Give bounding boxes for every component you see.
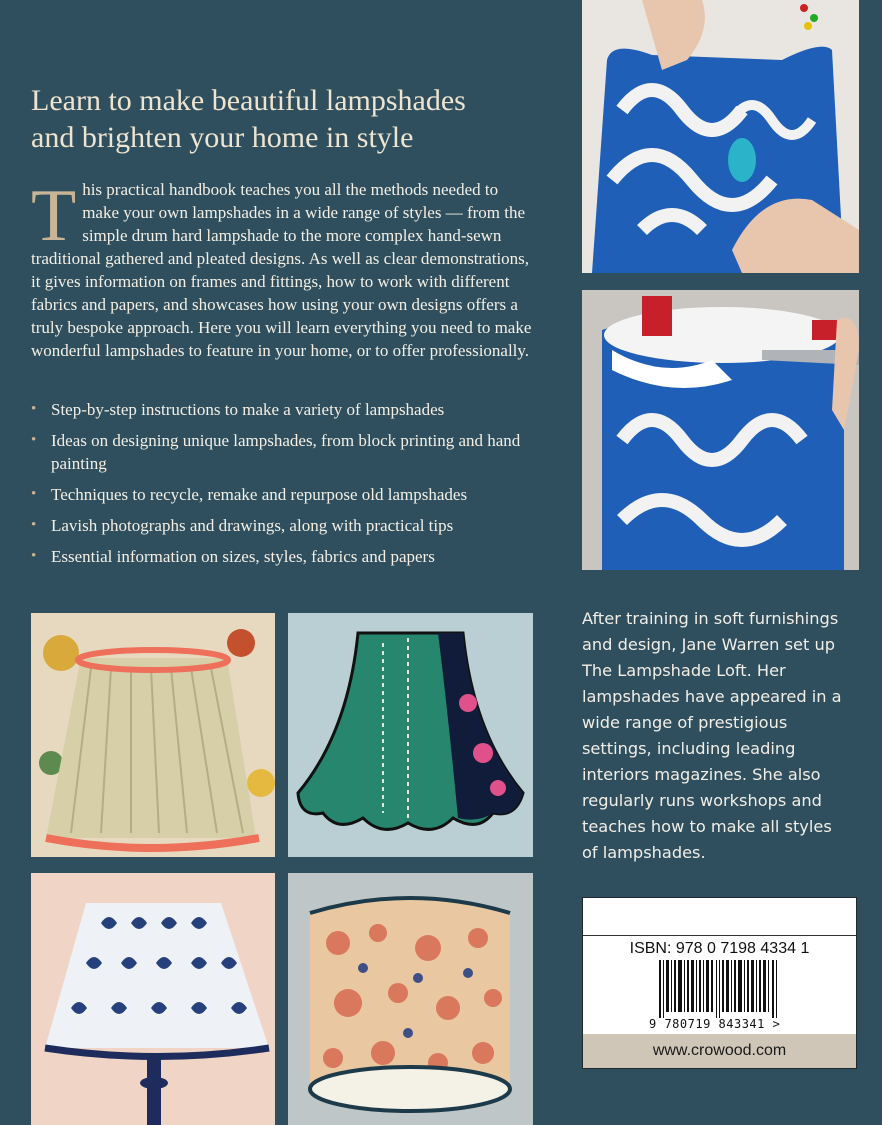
bullet-icon: • [31,548,37,564]
photo-pinning-fabric [582,0,859,273]
photo-trimming-lining [582,290,859,570]
list-item: • Lavish photographs and drawings, along with practical tips [31,516,454,535]
author-bio: After training in soft furnishings and design, Jane Warren set up The Lampshade Loft. Her lampshades have appeared in a wide range of prestigious settings, including leading interiors magazines. She also regularly runs workshops and teaches how to make all styles of lampshades. [582,609,842,862]
photo-scalloped-lampshade-art [288,613,533,857]
list-item: • Essential information on sizes, styles, fabrics and papers [31,547,435,566]
headline-line-2: and brighten your home in style [31,121,414,154]
photo-pleated-lampshade [31,613,275,857]
feature-list [31,398,531,576]
photo-leaf-print-lampshade [31,873,275,1125]
list-item: • Ideas on designing unique lampshades, from block printing and hand painting [31,431,521,473]
price-area [583,898,856,936]
photo-marbled-drum-lampshade-art [288,873,533,1125]
headline [31,82,551,156]
photo-marbled-drum-lampshade [288,873,533,1125]
photo-trimming-lining-art [582,290,859,570]
isbn-text: ISBN: 978 0 7198 4334 1 [629,940,810,957]
publisher-website: www.crowood.com [583,1034,856,1068]
barcode-digits: 9 780719 843341 > [649,1017,781,1031]
photo-pinning-fabric-art [582,0,859,273]
bullet-icon: • [31,432,37,448]
bullet-icon: • [31,517,37,533]
bullet-icon: • [31,401,37,417]
intro-text: his practical handbook teaches you all the methods needed to make your own lampshades in a wide range of styles — from the simple drum hard lampshade to the more complex hand-sewn traditional gathered and pleated designs. As well as clear demonstrations, it gives information on frames and fittings, how to work with different fabrics and papers, and showcases how using your own designs offers a truly bespoke approach. Here you will learn everything you need to make wonderful lampshades to feature in your home, or to offer professionally. [31,180,532,360]
photo-scalloped-lampshade [288,613,533,857]
photo-pleated-lampshade-art [31,613,275,857]
photo-leaf-print-lampshade-art [31,873,275,1125]
bullet-icon: • [31,486,37,502]
drop-cap: T [31,175,77,257]
intro-paragraph [31,175,533,362]
barcode-bars [659,960,779,1018]
barcode-box [582,897,857,1069]
list-item: • Techniques to recycle, remake and repurpose old lampshades [31,485,468,504]
headline-line-1: Learn to make beautiful lampshades [31,84,466,117]
list-item: • Step-by-step instructions to make a variety of lampshades [31,400,445,419]
